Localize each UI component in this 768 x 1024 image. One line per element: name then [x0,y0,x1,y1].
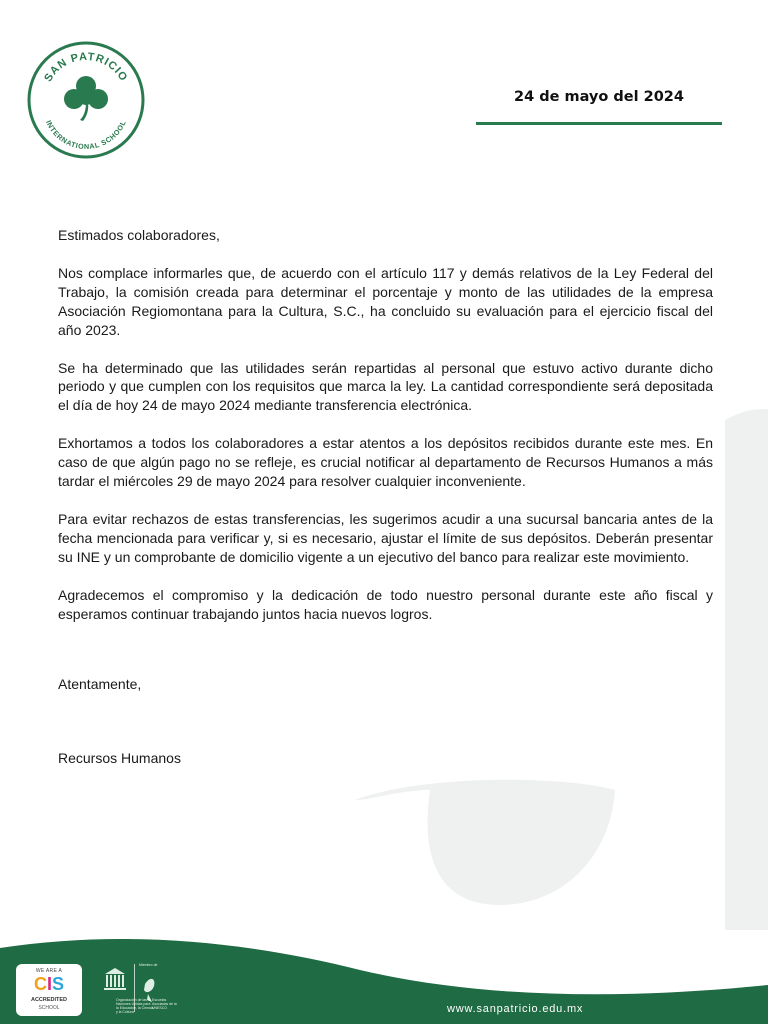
cis-accreditation-badge [16,964,82,1016]
member-label: Miembro de [139,963,158,967]
cis-accredited-text: ACCREDITED [30,997,68,1003]
unesco-caption: Organización de las Naciones Unidas para la Educación, la Ciencia y la Cultura [116,998,154,1014]
paragraph-4: Para evitar rechazos de estas transferencias, les sugerimos acudir a una sucursal bancaria antes de la fecha mencionada para verificar y, si es necesario, ajustar el límite de sus depósitos. Deberán presentar su INE y un comprobante de domicilio vigente a un ejecutivo del banco para realizar este movimiento. [58,510,713,565]
cis-letter-i: I [46,974,52,994]
logo-top-text: SAN PATRICIO [42,50,130,84]
closing: Atentamente, [58,676,142,692]
paragraph-5: Agradecemos el compromiso y la dedicación de todo nuestro personal durante este año fiscal y esperamos continuar trabajando juntos hacia nuevos logros. [58,586,713,622]
letter-date: 24 de mayo del 2024 [514,89,684,105]
cis-school-text: SCHOOL [38,1005,60,1011]
school-logo [26,40,146,160]
svg-text:INTERNATIONAL SCHOOL [44,119,128,151]
date-underline [476,122,722,125]
cis-letter-s: S [52,974,65,994]
cis-wordmark [16,974,82,994]
letter-body [58,226,713,624]
paragraph-2: Se ha determinado que las utilidades serán repartidas al personal que estuvo activo durante dicho periodo y que cumplen con los requisitos que marca la ley. La cantidad correspondiente será depositada el día de hoy 24 de mayo 2024 mediante transferencia electrónica. [58,359,713,414]
signature: Recursos Humanos [58,750,181,766]
paragraph-1: Nos complace informarles que, de acuerdo con el artículo 117 y demás relativos de la Ley Federal del Trabajo, la comisión creada para determinar el porcentaje y monto de las utilidades de la empresa Asociación Regiomontana para la Cultura, S.C., ha concluido su evaluación para el ejercicio fiscal del año 2023. [58,264,713,338]
paragraph-3: Exhortamos a todos los colaboradores a estar atentos a los depósitos recibidos durante este mes. En caso de que algún pago no se refleje, es crucial notificar al departamento de Recursos Humanos a más tardar el miércoles 29 de mayo 2024 para resolver cualquier inconveniente. [58,435,713,490]
member-caption: Escuelas Asociadas de la UNESCO [152,998,177,1010]
cis-top-text: WE ARE A [35,968,63,974]
greeting: Estimados colaboradores, [58,227,220,243]
cis-letter-c: C [33,974,47,994]
website-url: www.sanpatricio.edu.mx [447,1003,584,1015]
logo-bottom-text: INTERNATIONAL SCHOOL [44,118,128,152]
shamrock-icon [64,76,108,121]
